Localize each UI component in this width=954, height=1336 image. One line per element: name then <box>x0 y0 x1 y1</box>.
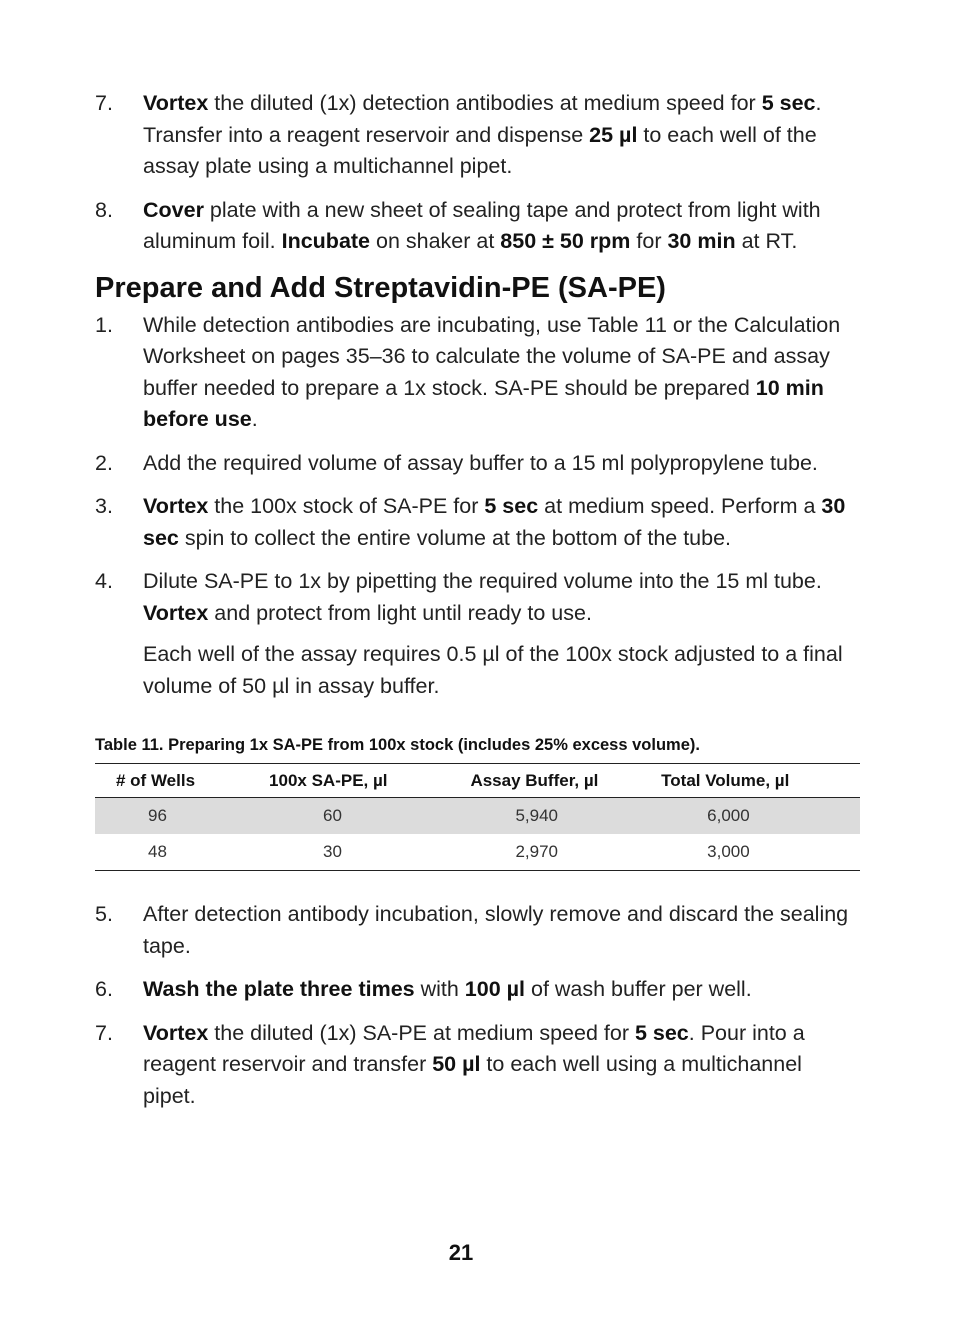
step-text-run: to each well of the assay plate using a multichannel pipet. <box>143 122 817 178</box>
step-number: 7. <box>95 1020 113 1045</box>
cell-wells: 96 <box>95 798 231 835</box>
step-text <box>143 899 860 962</box>
step-text-run: the diluted (1x) SA-PE at medium speed for <box>208 1020 635 1045</box>
step-text <box>143 1018 860 1113</box>
step-text-run: on shaker at <box>370 229 501 253</box>
step-text-bold: Cover <box>143 197 204 222</box>
step-text-run: . <box>251 407 258 431</box>
step-text-run: at medium speed. Perform a <box>538 494 822 518</box>
step-text <box>143 448 860 480</box>
step-text-bold: 30 sec <box>143 494 846 550</box>
step-number: 1. <box>95 312 113 337</box>
step-text <box>143 195 860 258</box>
step-item <box>95 195 860 258</box>
step-number: 5. <box>95 902 113 926</box>
step-item <box>95 491 860 554</box>
step-text-bold: 5 sec <box>484 494 539 518</box>
step-item <box>95 974 860 1006</box>
step-text-bold: Incubate <box>281 229 371 253</box>
step-text <box>143 88 860 183</box>
step-number: 3. <box>95 494 113 518</box>
table-header-row <box>95 764 860 798</box>
header-sa-pe: 100x SA-PE, µl <box>231 764 460 798</box>
section-title: Prepare and Add Streptavidin-PE (SA-PE) <box>95 271 666 304</box>
step-item <box>95 899 860 962</box>
step-text-run: at RT. <box>735 229 798 253</box>
step-text-run: the diluted (1x) detection antibodies at medium speed for <box>208 91 762 115</box>
step-text-run: Add the required volume of assay buffer to a 15 ml polypropylene tube. <box>143 450 818 475</box>
step-text-bold: Vortex <box>143 600 209 625</box>
step-text-bold: 50 µl <box>432 1052 481 1076</box>
cell-total-volume: 6,000 <box>653 798 860 835</box>
header-total-volume: Total Volume, µl <box>653 764 860 798</box>
step-text <box>143 310 860 436</box>
cell-assay-buffer: 5,940 <box>460 798 653 835</box>
table-row <box>95 798 860 835</box>
cell-assay-buffer: 2,970 <box>460 834 653 871</box>
step-text <box>143 566 860 629</box>
steps-bottom <box>95 899 860 1112</box>
step-item <box>95 448 860 480</box>
step-text-run: and protect from light until ready to use. <box>208 600 592 625</box>
step-text-bold: 10 min before use <box>143 375 824 431</box>
page-content <box>95 88 860 1124</box>
step-number: 4. <box>95 569 113 593</box>
step-text-bold: Vortex <box>143 494 209 518</box>
step-text-bold: 850 ± 50 rpm <box>500 229 631 253</box>
step-text-bold: 25 µl <box>589 122 638 147</box>
cell-sa-pe: 30 <box>231 834 460 871</box>
step-text-run: of wash buffer per well. <box>525 977 752 1001</box>
step-item <box>95 566 860 629</box>
step-item <box>95 88 860 183</box>
step-text-run: plate with a new sheet of sealing tape and protect from light with aluminum foil. <box>143 197 821 253</box>
preparation-table <box>95 763 860 871</box>
step-number: 8. <box>95 197 113 222</box>
step-text-bold: Vortex <box>143 1020 209 1045</box>
step-item <box>95 1018 860 1113</box>
step-item <box>95 310 860 436</box>
step-text-run: the 100x stock of SA-PE for <box>208 494 485 518</box>
step-text-run: for <box>630 229 668 253</box>
step-number: 6. <box>95 977 113 1001</box>
step-text-run: with <box>414 977 465 1001</box>
step-text-run: After detection antibody incubation, slowly remove and discard the sealing tape. <box>143 902 849 958</box>
step-text-run: to each well using a multichannel pipet. <box>143 1052 802 1108</box>
step-text-run: Dilute SA-PE to 1x by pipetting the required volume into the 15 ml tube. <box>143 569 822 593</box>
step-text-bold: 100 µl <box>464 977 526 1001</box>
header-assay-buffer: Assay Buffer, µl <box>460 764 653 798</box>
step-text-bold: 30 min <box>667 229 736 253</box>
table-caption: Table 11. Preparing 1x SA-PE from 100x stock (includes 25% excess volume). <box>95 736 700 754</box>
table-row <box>95 834 860 871</box>
step-text-run: . Transfer into a reagent reservoir and dispense <box>143 91 822 147</box>
step-text-bold: Wash the plate three times <box>143 977 415 1001</box>
step-text-run: . Pour into a reagent reservoir and transfer <box>143 1020 805 1076</box>
step-text-run: While detection antibodies are incubating, use Table 11 or the Calculation Worksheet on pages 35–36 to calculate the volume of SA-PE and assay buffer needed to prepare a 1x stock. SA-PE should be prepared <box>143 312 841 400</box>
step-number: 2. <box>95 450 113 475</box>
cell-wells: 48 <box>95 834 231 871</box>
cell-sa-pe: 60 <box>231 798 460 835</box>
step-number: 7. <box>95 91 113 115</box>
dilution-note: Each well of the assay requires 0.5 µl of the 100x stock adjusted to a final volume of 50 µl in assay buffer. <box>143 642 843 698</box>
step-text-bold: 5 sec <box>761 91 816 115</box>
cell-total-volume: 3,000 <box>653 834 860 871</box>
step-text-bold: 5 sec <box>634 1020 689 1045</box>
step-text-bold: Vortex <box>143 91 209 115</box>
steps-mid <box>95 310 860 630</box>
step-text <box>143 491 860 554</box>
page-number: 21 <box>448 1240 474 1265</box>
header-wells: # of Wells <box>95 764 231 798</box>
step-text-run: spin to collect the entire volume at the bottom of the tube. <box>178 525 732 550</box>
step-text <box>143 974 860 1006</box>
steps-top <box>95 88 860 258</box>
